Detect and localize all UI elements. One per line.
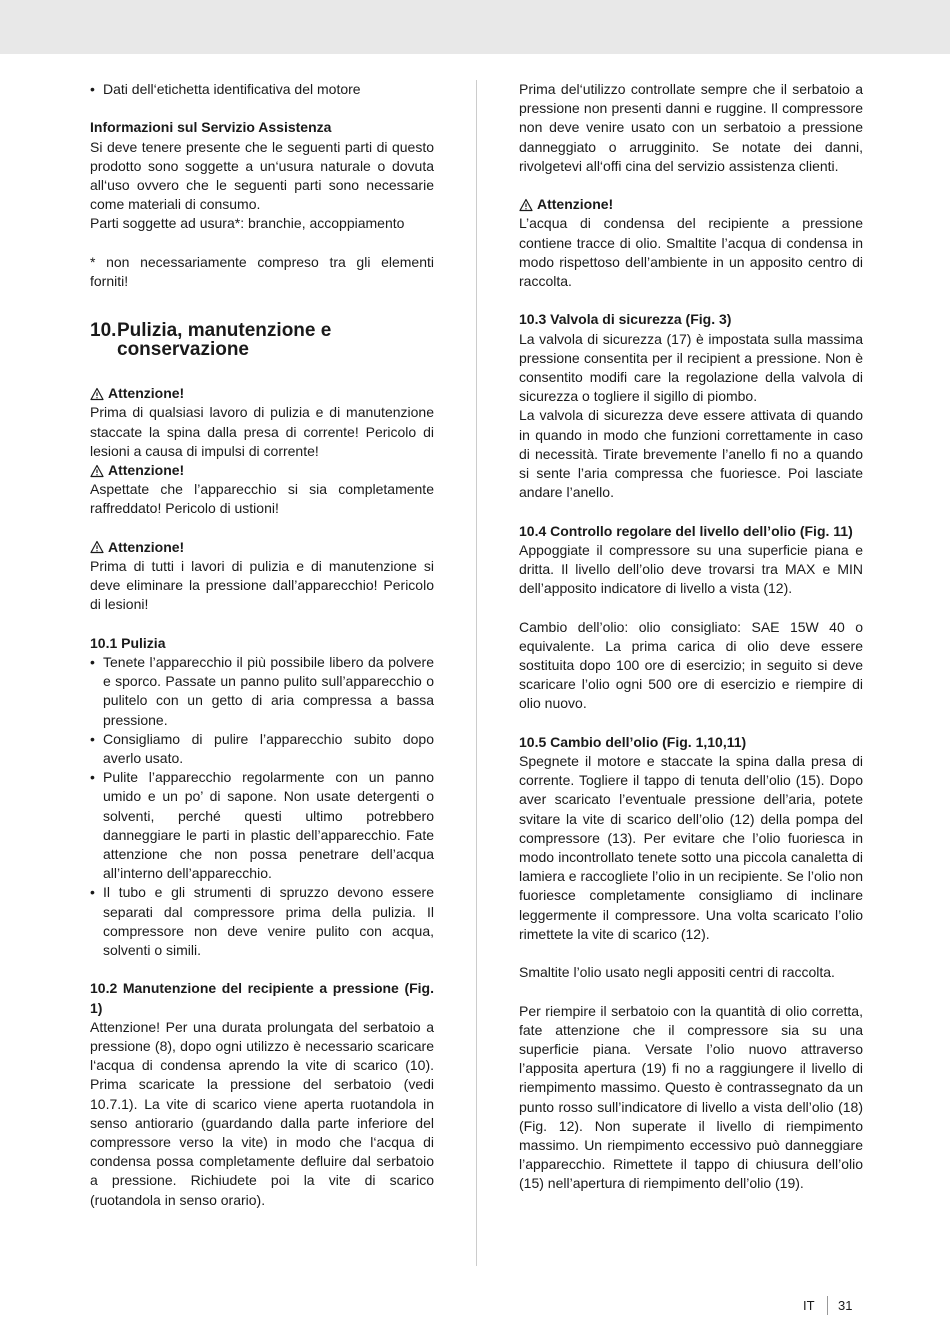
refill-text: Per riempire il serbatoio con la quantità di olio corretta, fate attenzione che il compressore sia su una superficie piana. Versate l’olio nuovo attraverso l’apposita apertura (19) fi no a raggiungere il livello di riempimento massimo. Questo è contrassegnato da un punto rosso sull’indicatore di livello a vista dell’olio (18) (Fig. 12). Non superate il livello di riempimento massimo. Un riempimento eccessivo può danneggiare l’apparecchio. Rimettete il tappo di chiusura dell’olio (15) nell’apertura di riempimento dell’olio (19). — [519, 1002, 863, 1192]
cleaning-heading: 10.1 Pulizia — [90, 634, 166, 651]
top-grey-band — [0, 0, 950, 54]
list-item-text: Il tubo e gli strumenti di spruzzo devono essere separati dal compressore prima della pulizia. Il compressore non deve venire pulito con acqua, solventi o simili. — [103, 884, 434, 959]
warning-text: L’acqua di condensa del recipiente a pressione contiene tracce di olio. Smaltite l’acqua di condensa in modo rispettoso dell’ambiente in un apposito centro di raccolta. — [519, 215, 863, 290]
warning-heading — [90, 461, 434, 480]
section-title-text: Pulizia, manutenzione e conservazione — [117, 320, 332, 361]
page-number: 31 — [838, 1298, 853, 1313]
bullet-icon: • — [90, 884, 95, 901]
warning-title: Attenzione! — [537, 196, 614, 213]
vessel-text: Attenzione! Per una durata prolungata del serbatoio a pressione (8), dopo ogni utilizzo è necessario scaricare l‘acqua di condensa aprendo la vite di scarico (10). Prima scaricate la pressione del serbatoio (vedi 10.7.1). La vite di scarico viene aperta ruotandola in senso antiorario (guardando dalla parte inferiore del compressore verso la vite) in modo che l‘acqua di condensa possa completamente defluire dal serbatoio a pressione. Richiudete poi la vite di scarico (ruotandola in senso orario). — [90, 1018, 434, 1208]
intro-text: Prima del‘utilizzo controllate sempre che il serbatoio a pressione non presenti danni e ruggine. Il compressore non deve venire usato con un serbatoio a pressione danneggiato o arrugginito. Se notate dei danni, rivolgetevi all‘offi cina del servizio assistenza clienti. — [519, 81, 863, 174]
list-item — [90, 768, 434, 883]
page-footer — [803, 1296, 852, 1315]
warning-text: Prima di qualsiasi lavoro di pulizia e di manutenzione staccate la spina dalla presa di corrente! Pericolo di lesioni a causa di impulsi di corrente! — [90, 404, 434, 459]
vessel-heading: 10.2 Manutenzione del recipiente a pressione (Fig. 1) — [90, 980, 434, 1016]
wear-parts-text: Parti soggette ad usura*: branchie, accoppiamento — [90, 215, 405, 232]
warning-title: Attenzione! — [108, 462, 185, 479]
oil-check-heading: 10.4 Controllo regolare del livello dell’olio (Fig. 11) — [519, 522, 853, 539]
section-title — [90, 321, 434, 359]
list-item-text: Pulite l’apparecchio regolarmente con un panno umido e un po’ di sapone. Non usate detergenti o solventi, perché questi ultimo potrebbero danneggiare le parti in plastic dell’apparecchio. Fate attenzione che non possa penetrare dell’acqua all’interno dell’apparecchio. — [103, 769, 434, 882]
warning-text: Prima di tutti i lavori di pulizia e di manutenzione si deve eliminare la pressione dall’apparecchio! Pericolo di lesioni! — [90, 558, 434, 613]
oil-change-heading: 10.5 Cambio dell’olio (Fig. 1,10,11) — [519, 733, 747, 750]
language-code: IT — [803, 1298, 815, 1313]
bullet-icon: • — [90, 730, 95, 747]
service-text: Si deve tenere presente che le seguenti parti di questo prodotto sono soggette a un‘usura naturale o dovuta all‘uso ovvero che le seguenti parti sono necessarie come materiali di consumo. — [90, 138, 434, 213]
valve-text: La valvola di sicurezza (17) è impostata sulla massima pressione consentita per il recipient a pressione. Non è consentito modifi care la regolazione della valvola di sicurezza o togliere il sigillo di piombo. — [519, 330, 863, 405]
warning-triangle-icon — [90, 464, 104, 478]
list-item — [90, 80, 434, 99]
warning-triangle-icon — [90, 387, 104, 401]
warning-title: Attenzione! — [108, 538, 185, 555]
valve-heading: 10.3 Valvola di sicurezza (Fig. 3) — [519, 311, 732, 328]
list-item-text: Consigliamo di pulire l’apparecchio subito dopo averlo usato. — [103, 730, 434, 767]
disposal-text: Smaltite l’olio usato negli appositi centri di raccolta. — [519, 964, 835, 981]
warning-heading — [90, 538, 434, 557]
list-item-text: Dati dell‘etichetta identificativa del motore — [103, 81, 361, 97]
right-column — [519, 80, 863, 1194]
warning-triangle-icon — [519, 198, 533, 212]
bullet-icon: • — [90, 654, 95, 671]
cleaning-list — [90, 653, 434, 960]
list-item — [90, 883, 434, 960]
identification-list — [90, 80, 434, 99]
oil-change-info: Cambio dell’olio: olio consigliato: SAE 15W 40 o equivalente. La prima carica di olio deve essere sostituita dopo 100 ore di esercizio; in seguito si deve scaricare l’olio ogni 500 ore di esercizio e riempire di olio nuovo. — [519, 618, 863, 712]
section-number: 10. — [90, 320, 117, 342]
list-item — [90, 730, 434, 768]
bullet-icon: • — [90, 769, 95, 786]
valve-text: La valvola di sicurezza deve essere attivata di quando in quando in modo che funzioni correttamente in caso di necessità. Tirate brevemente l’anello fi no a quando si sente l’aria compressa che fuoriesce. Poi lasciate andare l’anello. — [519, 407, 863, 501]
oil-check-text: Appoggiate il compressore su una superficie piana e dritta. Il livello dell’olio deve trovarsi tra MAX e MIN dell’apposito indicatore di livello a vista (12). — [519, 541, 863, 597]
list-item — [90, 653, 434, 730]
footnote-text: * non necessariamente compreso tra gli elementi forniti! — [90, 253, 434, 289]
service-heading: Informazioni sul Servizio Assistenza — [90, 119, 332, 136]
warning-triangle-icon — [90, 540, 104, 554]
footer-divider — [827, 1296, 828, 1315]
oil-change-text: Spegnete il motore e staccate la spina dalla presa di corrente. Togliere il tappo di tenuta dell’olio (15). Dopo aver scaricato l’eventuale pressione dell’aria, potete svitare la vite di scarico dell’olio (12) della pompa del compressore (13). Per evitare che l’olio fuoriesca in modo incontrollato tenete sotto una piccola canaletta di lamiera e raccogliete l’olio in un recipiente. Se l’olio non fuoriesce completamente consigliamo di inclinare leggermente il compressore. Una volta scaricato l’olio rimettete la vite di scarico (12). — [519, 753, 863, 942]
column-divider — [476, 80, 477, 1266]
warning-text: Aspettate che l’apparecchio si sia completamente raffreddato! Pericolo di ustioni! — [90, 481, 434, 517]
bullet-icon: • — [90, 81, 95, 97]
warning-heading — [519, 195, 863, 214]
warning-heading — [90, 384, 434, 403]
warning-title: Attenzione! — [108, 385, 185, 402]
left-column — [90, 80, 434, 1210]
list-item-text: Tenete l’apparecchio il più possibile libero da polvere e sporco. Passate un panno pulito sull’apparecchio o pulitelo con un getto di aria compressa a bassa pressione. — [103, 654, 434, 728]
